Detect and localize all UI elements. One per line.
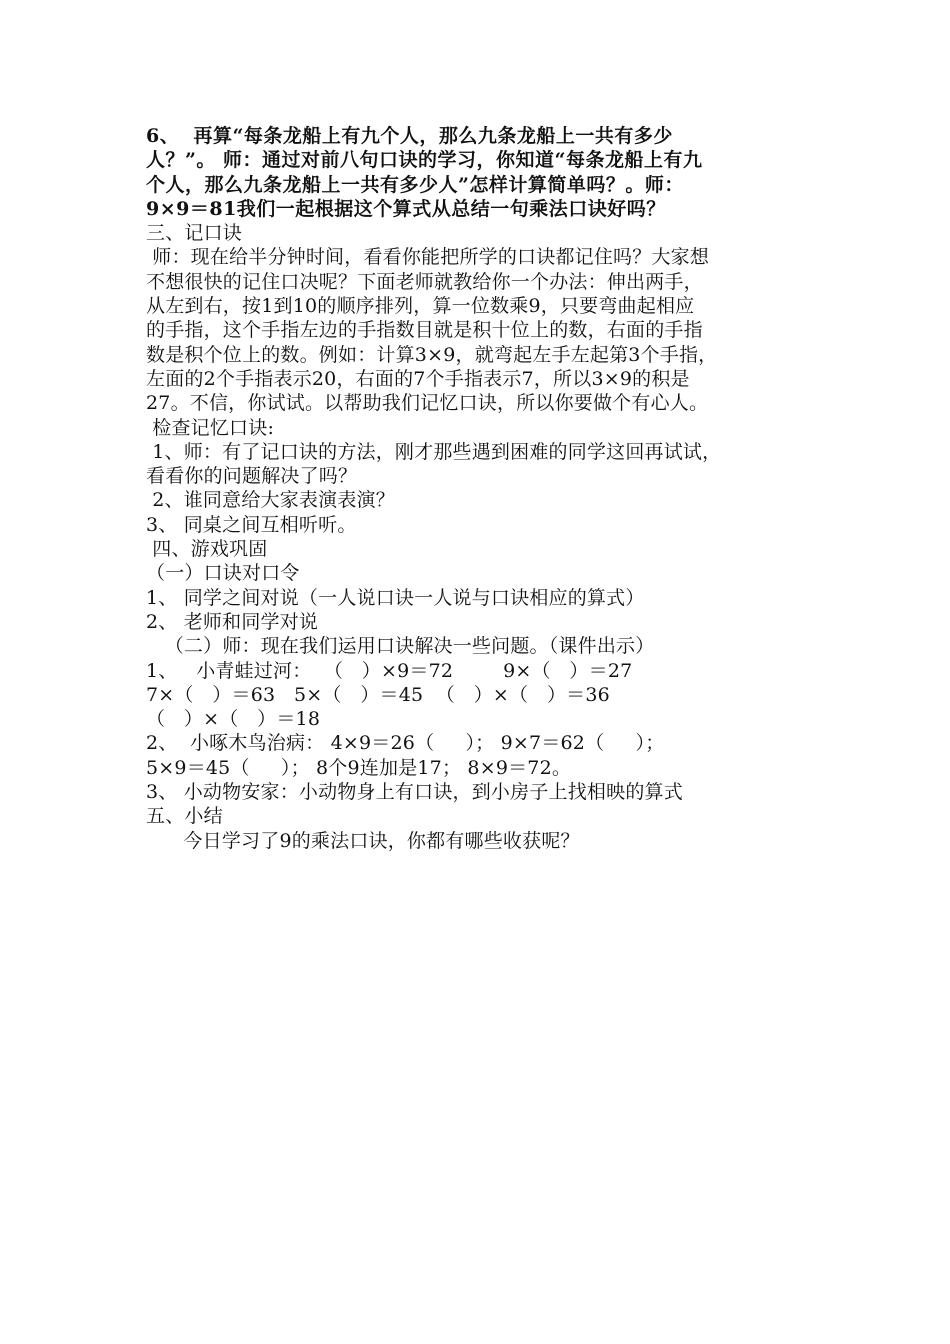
text-line: 1、师：有了记口诀的方法，刚才那些遇到困难的同学这回再试试，	[146, 440, 722, 463]
section-heading: 四、游戏巩固	[146, 538, 268, 561]
text-line: 看看你的问题解决了吗？	[146, 465, 358, 488]
exercise-line: （ ）×（ ）＝18	[146, 708, 321, 731]
section-heading: 三、记口诀	[146, 222, 243, 245]
subsection-heading: （一）口诀对口令	[146, 562, 300, 585]
section-heading: 五、小结	[146, 805, 223, 828]
text-line: 2、 老师和同学对说	[146, 610, 319, 633]
text-line: 数是积个位上的数。例如：计算3×9，就弯起左手左起第3个手指，	[146, 343, 718, 366]
text-line: 个人，那么九条龙船上一共有多少人”怎样计算简单吗？。师：	[146, 173, 684, 196]
exercise-line: 7×（ ）＝63 5×（ ）＝45 （ ）×（ ）＝36	[146, 683, 610, 706]
subsection-heading: 检查记忆口诀:	[146, 416, 275, 439]
text-line: 9×9＝81我们一起根据这个算式从总结一句乘法口诀好吗？	[146, 197, 666, 220]
exercise-line: 2、 小啄木鸟治病： 4×9＝26（ ）； 9×7＝62（ ）；	[146, 732, 665, 755]
text-line: 1、 同学之间对说（一人说口诀一人说与口诀相应的算式）	[146, 586, 645, 609]
text-line: 2、谁同意给大家表演表演？	[146, 489, 395, 512]
document-body	[146, 124, 826, 853]
text-line: 师：现在给半分钟时间，看看你能把所学的口诀都记住吗？大家想	[146, 246, 710, 269]
text-line: 左面的2个手指表示20，右面的7个手指表示7，所以3×9的积是	[146, 367, 690, 390]
text-line: 人？”。 师：通过对前八句口诀的学习，你知道“每条龙船上有九	[146, 149, 703, 172]
text-line: 3、 同桌之间互相听听。	[146, 513, 357, 536]
exercise-line: 5×9＝45（ ）； 8个9连加是17； 8×9＝72。	[146, 756, 572, 779]
text-line: 今日学习了9的乘法口诀，你都有哪些收获呢？	[146, 829, 580, 852]
text-line: 从左到右，按1到10的顺序排列，算一位数乘9，只要弯曲起相应	[146, 295, 695, 318]
text-line: 27。不信，你试试。以帮助我们记忆口诀，所以你要做个有心人。	[146, 392, 709, 415]
text-line: （二）师：现在我们运用口诀解决一些问题。（课件出示）	[146, 635, 655, 658]
text-line: 6、 再算“每条龙船上有九个人，那么九条龙船上一共有多少	[146, 125, 673, 147]
exercise-line: 1、 小青蛙过河： （ ）×9＝72 9×（ ）＝27	[146, 659, 633, 682]
text-line: 的手指，这个手指左边的手指数目就是积十位上的数，右面的手指	[146, 319, 703, 342]
text-line: 不想很快的记住口决呢？下面老师就教给你一个办法：伸出两手，	[146, 270, 703, 293]
text-line: 3、 小动物安家：小动物身上有口诀，到小房子上找相映的算式	[146, 781, 683, 804]
